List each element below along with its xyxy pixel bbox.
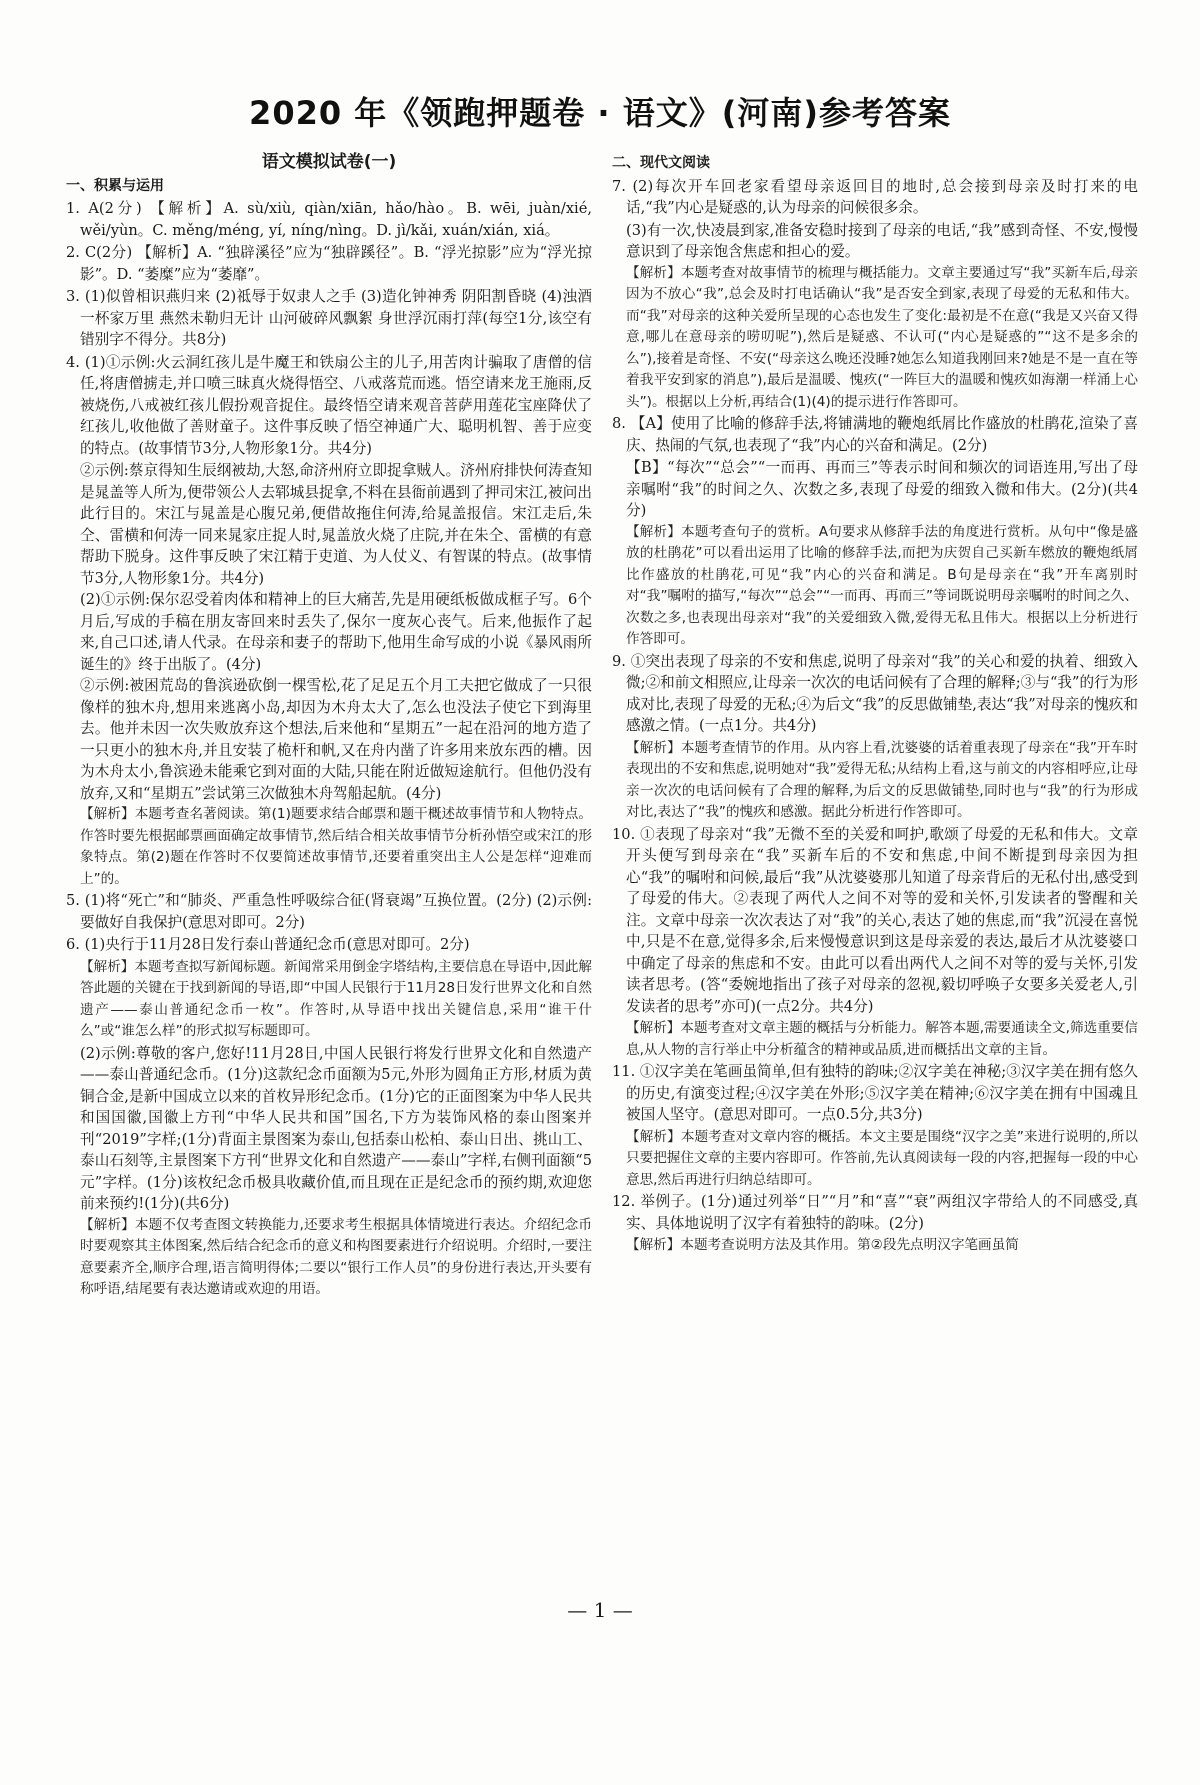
answer-1: 1. A(2分) 【解析】A. sù/xiù, qiàn/xiān, hǎo/hào。B. wēi, juàn/xié, wěi/yùn。C. měng/méng, yí, níng/nìng。D. jì/kǎi, xuán/xián, xiá。 — [66, 200, 592, 239]
paper-title: 语文模拟试卷(一) — [261, 152, 397, 172]
analysis-11: 【解析】本题考查对文章内容的概括。本文主要是围绕“汉字之美”来进行说明的,所以只要把握住文章的主要内容即可。作答前,先认真阅读每一段的内容,把握每一段的中心意思,然后再进行归纳总结即可。 — [626, 1128, 1138, 1188]
answer-5: 5. (1)将“死亡”和“肺炎、严重急性呼吸综合征(肾衰竭”互换位置。(2分) (2)示例:要做好自我保护(意思对即可。2分) — [66, 892, 592, 931]
analysis-6-2: 【解析】本题不仅考查图文转换能力,还要求考生根据具体情境进行表达。介绍纪念币时要观察其主体图案,然后结合纪念币的意义和构图要素进行介绍说明。介绍时,一要注意要素齐全,顺序合理,语言简明得体;二要以“银行工作人员”的身份进行表达,开头要有称呼语,结尾要有表达邀请或欢迎的用语。 — [80, 1216, 592, 1297]
answer-11: 11. ①汉字美在笔画虽简单,但有独特的韵味;②汉字美在神秘;③汉字美在拥有悠久的历史,有演变过程;④汉字美在外形;⑤汉字美在精神;⑥汉字美在拥有中国魂且被国人坚守。(意思对即可。一点0.5分,共3分) — [612, 1063, 1138, 1123]
answer-9: 9. ①突出表现了母亲的不安和焦虑,说明了母亲对“我”的关心和爱的执着、细致入微;②和前文相照应,让母亲一次次的电话问候有了合理的解释;③与“我”的行为形成对比,表现了母爱的无私;④为后文“我”的反思做铺垫,表达“我”对母亲的愧疚和感激之情。(一点1分。共4分) — [612, 652, 1138, 734]
analysis-6-1: 【解析】本题考查拟写新闻标题。新闻常采用倒金字塔结构,主要信息在导语中,因此解答此题的关键在于找到新闻的导语,即“中国人民银行于11月28日发行世界文化和自然遗产——泰山普通纪念币一枚”。作答时,从导语中找出关键信息,采用“谁干什么”或“谁怎么样”的形式拟写标题即可。 — [80, 958, 592, 1039]
answer-7a: 7. (2)每次开车回老家看望母亲返回目的地时,总会接到母亲及时打来的电话,“我”内心是疑惑的,认为母亲的问候很多余。 — [612, 177, 1138, 216]
answer-4-1b: ②示例:蔡京得知生辰纲被劫,大怒,命济州府立即捉拿贼人。济州府排快何涛查知是晁盖等人所为,便带领公人去郓城县捉拿,不料在县衙前遇到了押司宋江,被问出此行目的。宋江与晁盖是心腹兄弟,便借故拖住何涛,给晁盖报信。宋江走后,朱仝、雷横和何涛一同来晁家庄捉人时,晁盖放火烧了庄院,并在朱仝、雷横的有意帮助下脱身。这件事反映了宋江精于吏道、为人仗义、有智谋的特点。(故事情节3分,人物形象1分。共4分) — [80, 462, 592, 587]
answer-4-2a: (2)①示例:保尔忍受着肉体和精神上的巨大痛苦,先是用硬纸板做成框子写。6个月后,写成的手稿在朋友寄回来时丢失了,保尔一度灰心丧气。后来,他振作了起来,自己口述,请人代录。在母亲和妻子的帮助下,他用生命写成的小说《暴风雨所诞生的》终于出版了。(4分) — [80, 591, 592, 673]
answer-6-1: 6. (1)央行于11月28日发行泰山普通纪念币(意思对即可。2分) — [66, 936, 470, 953]
page-title: 2020 年《领跑押题卷 · 语文》(河南)参考答案 — [249, 94, 951, 132]
analysis-4: 【解析】本题考查名著阅读。第(1)题要求结合邮票和题干概述故事情节和人物特点。作答时要先根据邮票画面确定故事情节,然后结合相关故事情节分析孙悟空或宋江的形象特点。第(2)题在作答时不仅要简述故事情节,还要着重突出主人公是怎样“迎难而上”的。 — [80, 806, 592, 887]
answer-8b: 【B】“每次”“总会”“一而再、再而三”等表示时间和频次的词语连用,写出了母亲嘱咐“我”的时间之久、次数之多,表现了母爱的细致入微和伟大。(2分)(共4分) — [626, 459, 1138, 519]
left-column — [66, 152, 592, 1301]
answer-3: 3. (1)似曾相识燕归来 (2)祗辱于奴隶人之手 (3)造化钟神秀 阴阳割昏晓 (4)浊酒一杯家万里 燕然未勒归无计 山河破碎风飘絮 身世浮沉雨打萍(每空1分,该空有错别字不得分。共8分) — [66, 288, 592, 348]
right-column — [612, 152, 1138, 1257]
answer-10: 10. ①表现了母亲对“我”无微不至的关爱和呵护,歌颂了母爱的无私和伟大。文章开头便写到母亲在“我”买新车后的不安和焦虑,中间不断提到母亲因为担心“我”的嘱咐和问候,最后“我”从沈婆婆那儿知道了母亲背后的无私付出,感受到了母爱的伟大。②表现了两代人之间不对等的爱和关怀,引发读者的警醒和关注。文章中母亲一次次表达了对“我”的关心,表达了她的焦虑,而“我”沉浸在喜悦中,只是不在意,觉得多余,后来慢慢意识到这是母亲爱的表达,最后才从沈婆婆口中确定了母亲的焦虑和不安。由此可以看出两代人之间不对等的爱与关怀,引发读者思考。(答“委婉地指出了孩子对母亲的忽视,毅切呼唤子女要多关爱老人,引发读者的思考”亦可)(一点2分。共4分) — [612, 825, 1138, 1015]
answer-8a: 8. 【A】使用了比喻的修辞手法,将铺满地的鞭炮纸屑比作盛放的杜鹃花,渲染了喜庆、热闹的气氛,也表现了“我”内心的兴奋和满足。(2分) — [612, 415, 1138, 454]
analysis-12: 【解析】本题考查说明方法及其作用。第②段先点明汉字笔画虽简 — [626, 1237, 1019, 1253]
analysis-7: 【解析】本题考查对故事情节的梳理与概括能力。文章主要通过写“我”买新车后,母亲因为不放心“我”,总会及时打电话确认“我”是否安全到家,表现了母爱的无私和伟大。而“我”对母亲的这种关爱所呈现的心态也发生了变化:最初是不在意(“我是又兴奋又得意,哪儿在意母亲的唠叨呢”),然后是疑惑、不认可(“内心是疑惑的”“这不是多余的么”),接着是奇怪、不安(“母亲这么晚还没睡?她怎么知道我刚回来?她是不是一直在等着我平安到家的消息”),最后是温暖、愧疚(“一阵巨大的温暖和愧疚如海潮一样涌上心头”)。根据以上分析,再结合(1)(4)的提示进行作答即可。 — [626, 264, 1138, 410]
section-heading: 一、积累与运用 — [66, 177, 164, 194]
section-heading: 二、现代文阅读 — [612, 155, 710, 171]
answer-4-2b: ②示例:被困荒岛的鲁滨逊砍倒一棵雪松,花了足足五个月工夫把它做成了一只很像样的独木舟,想用来逃离小岛,却因为木舟太大了,怎么也没法子使它下到海里去。他并未因一次失败放弃这个想法,后来他和“星期五”一起在沿河的地方造了一只更小的独木舟,并且安装了桅杆和帆,又在舟内凿了许多用来放东西的槽。因为木舟太小,鲁滨逊未能乘它到对面的大陆,只能在附近做短途航行。但他仍没有放弃,又和“星期五”尝试第三次做独木舟驾船起航。(4分) — [80, 677, 592, 802]
page-number: — 1 — — [567, 1598, 633, 1622]
answer-4-1a: 4. (1)①示例:火云洞红孩儿是牛魔王和铁扇公主的儿子,用苦肉计骗取了唐僧的信任,将唐僧掳走,并口喷三昧真火烧得悟空、八戒落荒而逃。悟空请来龙王施雨,反被烧伤,八戒被红孩儿假扮观音捉住。最终悟空请来观音菩萨用莲花宝座降伏了红孩儿,收他做了善财童子。这件事反映了悟空神通广大、聪明机智、善于应变的特点。(故事情节3分,人物形象1分。共4分) — [66, 353, 592, 457]
analysis-9: 【解析】本题考查情节的作用。从内容上看,沈婆婆的话着重表现了母亲在“我”开车时表现出的不安和焦虑,说明她对“我”爱得无私;从结构上看,这与前文的内容相呼应,让母亲一次次的电话问候有了合理的解释,为后文的反思做铺垫,同时也与“我”的行为形成对比,表达了“我”的愧疚和感激。据此分析进行作答即可。 — [626, 739, 1138, 820]
analysis-10: 【解析】本题考查对文章主题的概括与分析能力。解答本题,需要通读全文,筛选重要信息,从人物的言行举止中分析蕴含的精神或品质,进而概括出文章的主旨。 — [626, 1020, 1138, 1058]
analysis-8: 【解析】本题考查句子的赏析。A句要求从修辞手法的角度进行赏析。从句中“像是盛放的杜鹃花”可以看出运用了比喻的修辞手法,而把为庆贺自己买新车燃放的鞭炮纸屑比作盛放的杜鹃花,可见“我”内心的兴奋和满足。B句是母亲在“我”开车离别时对“我”嘱咐的描写,“每次”“总会”“一而再、再而三”等词既说明母亲嘱咐的时间之久、次数之多,也表现出母亲对“我”的关爱细致入微,爱得无私且伟大。根据以上分析进行作答即可。 — [626, 523, 1138, 647]
answer-12: 12. 举例子。(1分)通过列举“日”“月”和“喜”“衰”两组汉字带给人的不同感受,真实、具体地说明了汉字有着独特的韵味。(2分) — [612, 1193, 1138, 1232]
answer-6-2: (2)示例:尊敬的客户,您好!11月28日,中国人民银行将发行世界文化和自然遗产——泰山普通纪念币。(1分)这款纪念币面额为5元,外形为圆角正方形,材质为黄铜合金,是新中国成立以来的首枚异形纪念币。(1分)它的正面图案为中华人民共和国国徽,国徽上方刊“中华人民共和国”国名,下方为装饰风格的泰山图案并刊“2019”字样;(1分)背面主景图案为泰山,包括泰山松柏、泰山日出、挑山工、泰山石刻等,主景图案下方刊“世界文化和自然遗产——泰山”字样,右侧刊面额“5元”字样。(1分)该枚纪念币极具收藏价值,而且现在正是纪念币的预约期,欢迎您前来预约!(1分)(共6分) — [80, 1044, 592, 1212]
answer-7b: (3)有一次,快凌晨到家,准备安稳时接到了母亲的电话,“我”感到奇怪、不安,慢慢意识到了母亲饱含焦虑和担心的爱。 — [626, 221, 1138, 260]
answer-2: 2. C(2分) 【解析】A. “独辟溪径”应为“独辟蹊径”。B. “浮光掠影”应为“浮光掠影”。D. “萎糜”应为“萎靡”。 — [66, 244, 592, 283]
